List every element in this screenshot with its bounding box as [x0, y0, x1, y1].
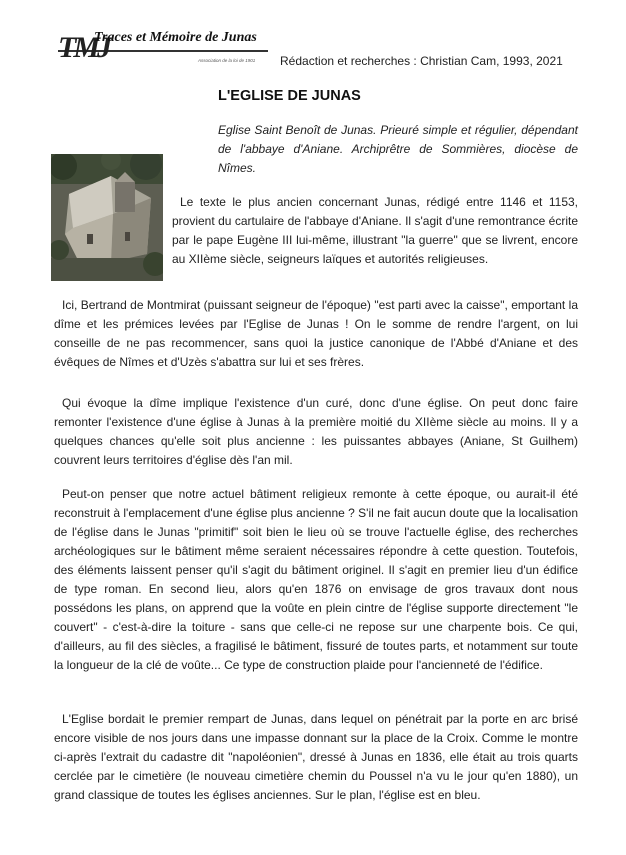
logo-name: Traces et Mémoire de Junas [94, 30, 257, 45]
paragraph-4: Peut-on penser que notre actuel bâtiment religieux remonte à cette époque, ou aurait-il été reconstruit à l'emplacement d'une église plus ancienne ? S'il ne fait aucun doute que la localisation de l'église dans le Junas "primitif" soit bien le lieu où se trouve l'actuelle église, des recherches archéologiques sur le bâtiment même seraient nécessaires répondre à cette question. Toutefois, des éléments laissent penser qu'il s'agit du bâtiment originel. Il s'agit en premier lieu d'un édifice de type roman. En second lieu, alors qu'en 1876 on envisage de gros travaux dont nous possédons les plans, on apprend que la voûte en plein cintre de l'église supporte directement "le couvert" - c'est-à-dire la toiture - sans que celle-ci ne repose sur une charpente bois. Ce qui, d'ailleurs, au fil des siècles, a fragilisé le bâtiment, fissuré de toutes parts, et notamment sur toute la longueur de la clé de voûte... Ce type de construction plaide pour l'ancienneté de l'édifice. [54, 487, 578, 672]
logo-subtitle: Association de la loi de 1901 [198, 58, 256, 63]
article-intro: Eglise Saint Benoît de Junas. Prieuré simple et régulier, dépendant de l'abbaye d'Aniane. Archiprêtre de Sommières, diocèse de Nîmes. [218, 123, 578, 175]
paragraph-2: Ici, Bertrand de Montmirat (puissant seigneur de l'époque) "est parti avec la caisse", emportant la dîme et les prémices levées par l'Eglise de Junas ! On le somme de rendre l'argent, on lui conseille de ne pas recommencer, sans quoi la justice canonique de l'Abbé d'Aniane et des évêques de Nîmes et d'Uzès s'abattra sur lui et ses frères. [54, 298, 578, 369]
paragraph-5: L'Eglise bordait le premier rempart de Junas, dans lequel on pénétrait par la porte en arc brisé encore visible de nos jours dans une impasse donnant sur la place de la Croix. Comme le montre ci-après l'extrait du cadastre dit "napoléonien", dressé à Junas en 1836, elle était au trois quarts cerclée par le cimetière (le nouveau cimetière chemin du Poussel n'a vu le jour qu'en 1880), un grand classique de toutes les églises anciennes. Sur le plan, l'église est en bleu. [54, 712, 578, 802]
church-photo-illustration [51, 154, 163, 281]
paragraph-1: Le texte le plus ancien concernant Junas, rédigé entre 1146 et 1153, provient du cartulaire de l'abbaye d'Aniane. Il s'agit d'une remontrance écrite par le pape Eugène III lui-même, illustrant "la guerre" que se livrent, encore au XIIème siècle, seigneurs laïques et autorités religieuses. [172, 195, 578, 266]
article-title: L'EGLISE DE JUNAS [218, 88, 361, 104]
association-logo [58, 26, 273, 74]
paragraph-3: Qui évoque la dîme implique l'existence d'un curé, donc d'une église. On peut donc faire remonter l'existence d'une église à Junas à la première moitié du XIIème siècle au moins. Il y a quelques chances qu'elle soit plus ancienne : les puissantes abbayes (Aniane, St Guilhem) couvrent leurs territoires d'église dès l'an mil. [54, 396, 578, 467]
logo-monogram: TMJ [58, 31, 109, 64]
credits-line: Rédaction et recherches : Christian Cam, 1993, 2021 [280, 54, 563, 68]
church-aerial-photo [51, 154, 163, 281]
page-header [58, 26, 618, 78]
